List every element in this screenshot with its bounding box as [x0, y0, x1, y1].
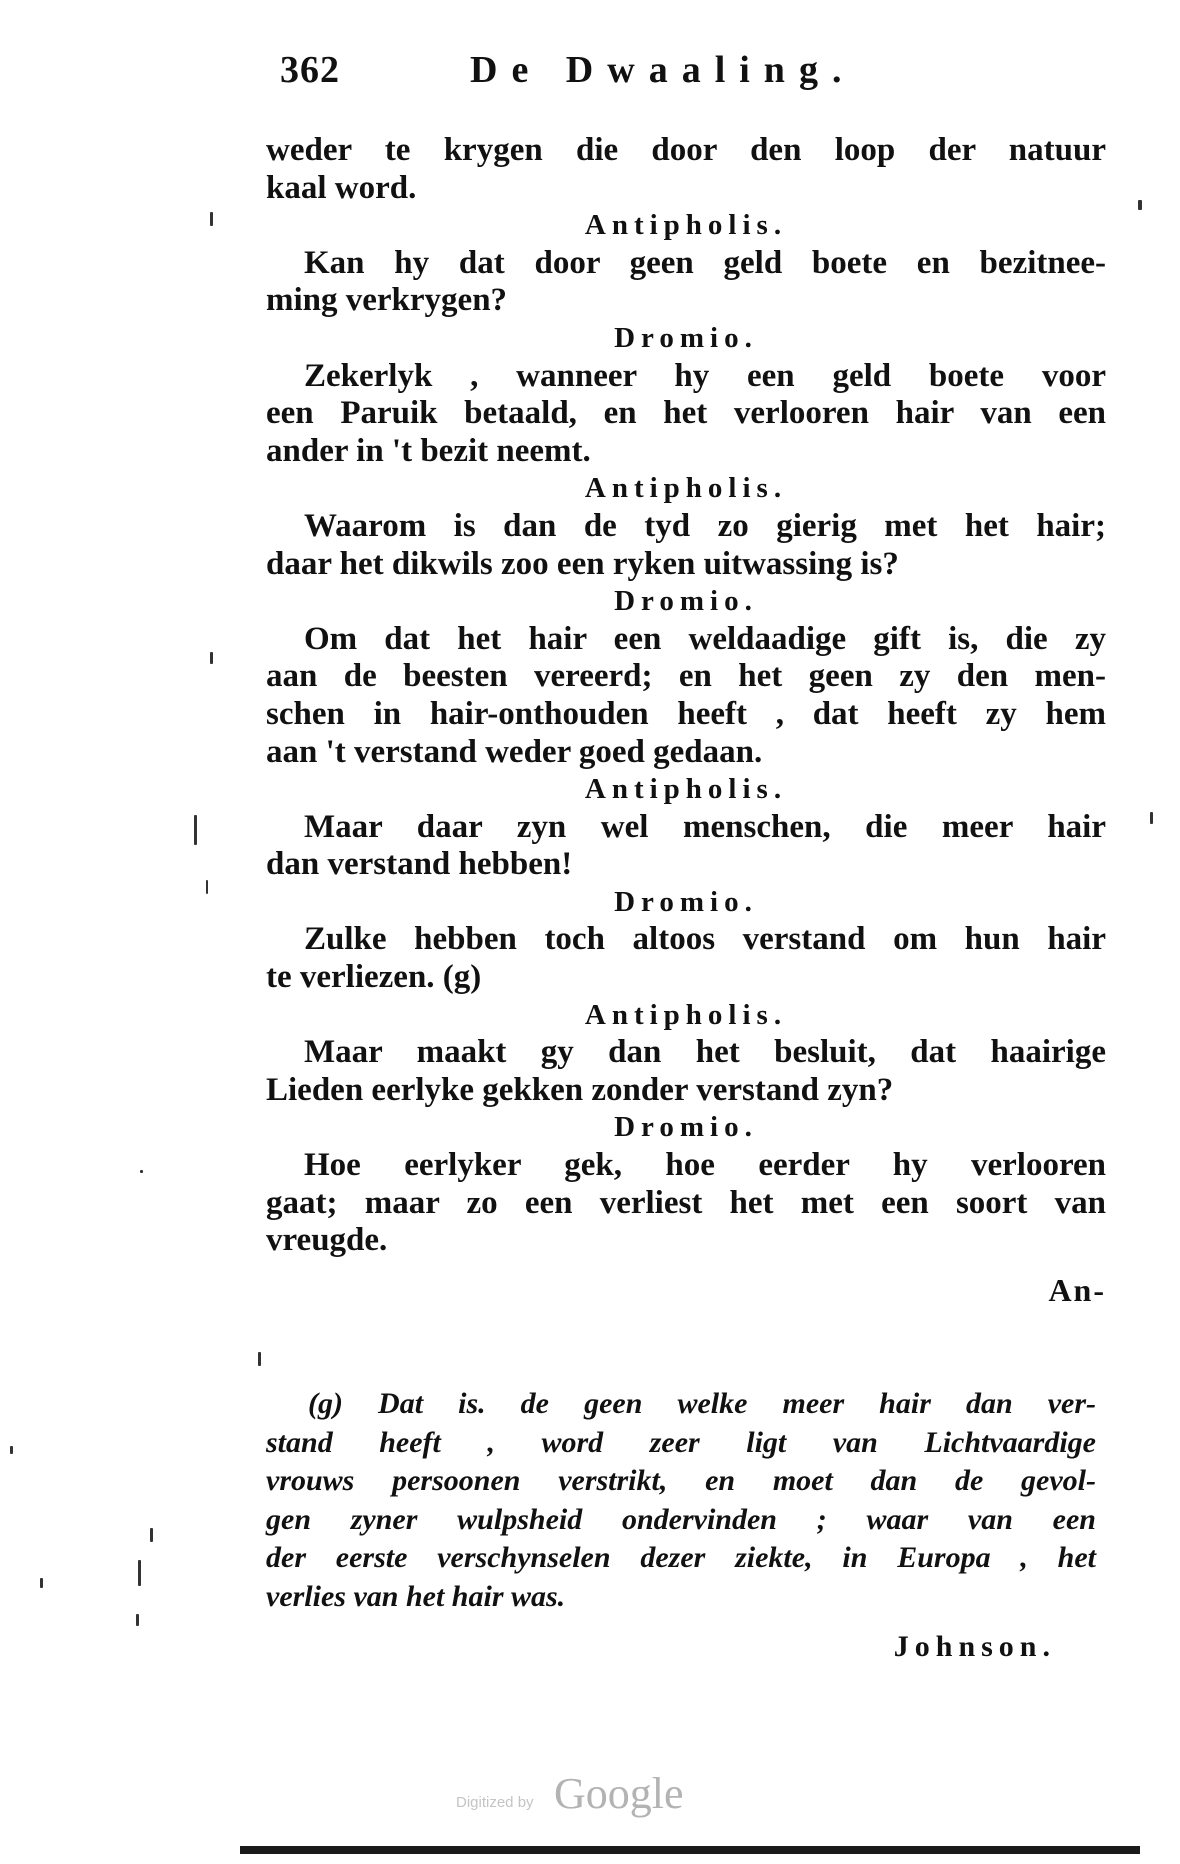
footnote-line: gen zyner wulpsheid ondervinden ; waar van een — [266, 1502, 1096, 1536]
speaker-name: Antipholis. — [584, 773, 788, 806]
text-line: weder te krygen die door den loop der natuur — [266, 132, 1106, 168]
text-line: Maar maakt gy dan het besluit, dat haairige — [304, 1034, 1106, 1071]
google-watermark — [456, 1768, 736, 1828]
speaker-name: Dromio. — [614, 585, 758, 618]
text-line: Waarom is dan de tyd zo gierig met het hair; — [304, 507, 1106, 544]
footnote-line: verlies van het hair was. — [266, 1579, 566, 1613]
footnote-line: (g) Dat is. de geen welke meer hair dan ver- — [308, 1387, 1096, 1420]
text-line: gaat; maar zo een verliest het met een soort van — [266, 1184, 1106, 1221]
text-line: Kan hy dat door geen geld boete en bezitnee- — [304, 244, 1106, 281]
speaker-name: Dromio. — [614, 321, 758, 354]
text-line: Lieden eerlyke gekken zonder verstand zyn? — [266, 1071, 894, 1108]
text-line: aan 't verstand weder goed gedaan. — [266, 733, 763, 770]
text-line: een Paruik betaald, en het verlooren hair van een — [266, 395, 1106, 432]
footnote-line: stand heeft , word zeer ligt van Lichtvaardige — [266, 1425, 1096, 1459]
speaker-name: Dromio. — [614, 885, 758, 918]
text-line: Om dat het hair een weldaadige gift is, die zy — [304, 620, 1106, 657]
speaker-name: Antipholis. — [584, 998, 788, 1031]
text-line: kaal word. — [266, 169, 417, 206]
footnote — [266, 1385, 1096, 1617]
footnote-line: der eerste verschynselen dezer ziekte, in Europa , het — [266, 1541, 1096, 1575]
page-header — [248, 48, 968, 98]
dialogue-body — [266, 132, 1106, 1320]
text-line: te verliezen. (g) — [266, 959, 482, 996]
page-bottom-edge — [240, 1846, 1140, 1854]
page-number: 362 — [280, 49, 340, 91]
text-line: ming verkrygen? — [266, 282, 508, 319]
text-line: Hoe eerlyker gek, hoe eerder hy verlooren — [304, 1147, 1106, 1184]
running-title: De Dwaaling. — [470, 49, 856, 91]
text-line: schen in hair-onthouden heeft , dat heeft zy hem — [266, 695, 1106, 732]
text-line: vreugde. — [266, 1222, 388, 1259]
text-line: Zekerlyk , wanneer hy een geld boete voor — [304, 357, 1106, 394]
watermark-digitized-text: Digitized by — [456, 1794, 534, 1811]
speaker-name: Dromio. — [614, 1111, 758, 1144]
text-line: daar het dikwils zoo een ryken uitwassing is? — [266, 545, 899, 582]
text-line: Maar daar zyn wel menschen, die meer hair — [304, 808, 1106, 845]
footnote-line: vrouws persoonen verstrikt, en moet dan de gevol- — [266, 1464, 1096, 1498]
text-line: dan verstand hebben! — [266, 846, 573, 883]
footnote-signature: Johnson. — [893, 1630, 1056, 1663]
text-line: aan de beesten vereerd; en het geen zy den men- — [266, 658, 1106, 695]
text-line: Zulke hebben toch altoos verstand om hun hair — [304, 921, 1106, 958]
speaker-name: Antipholis. — [584, 472, 788, 505]
watermark-google-logo: Google — [554, 1769, 684, 1818]
text-line: ander in 't bezit neemt. — [266, 432, 591, 469]
catchword: An- — [1048, 1271, 1106, 1308]
speaker-name: Antipholis. — [584, 209, 788, 242]
